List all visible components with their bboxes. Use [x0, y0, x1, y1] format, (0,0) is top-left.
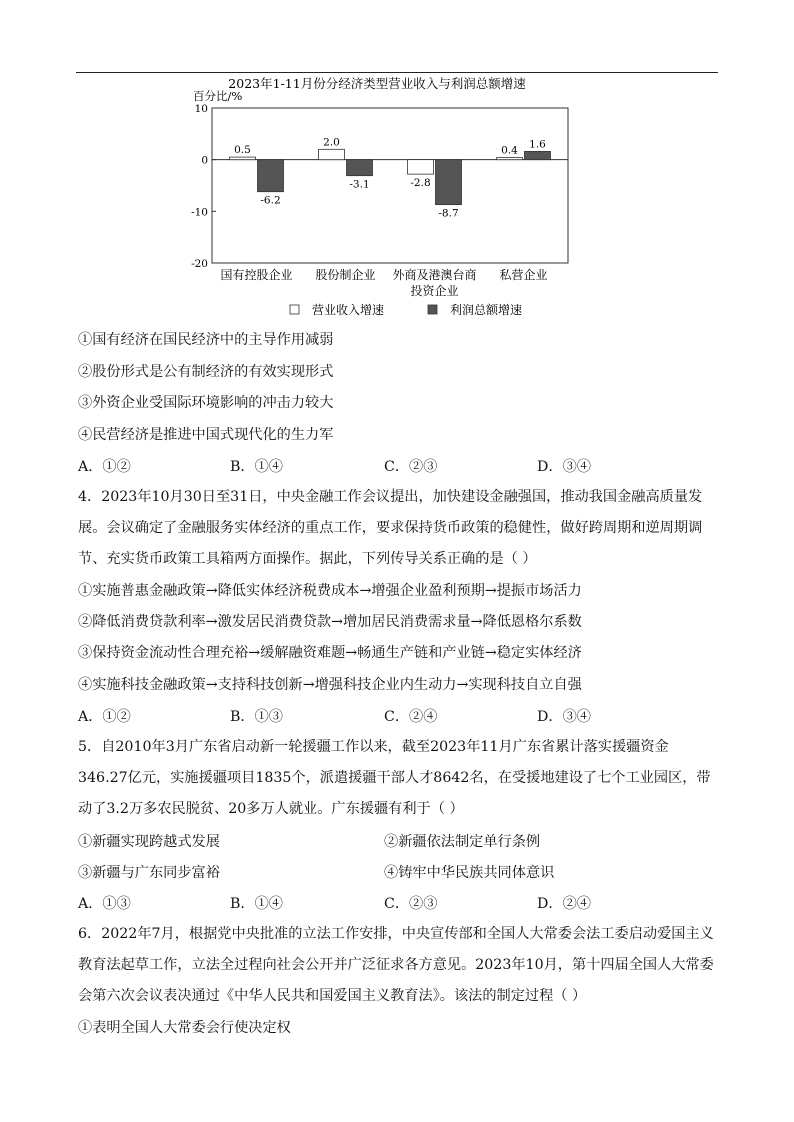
q4-choices: [78, 706, 718, 726]
q4-option-1: ①实施普惠金融政策→降低实体经济税费成本→增强企业盈利预期→提振市场活力: [78, 583, 582, 599]
data-label: 0.4: [501, 144, 518, 157]
legend-label: 利润总额增速: [450, 303, 523, 317]
q3-option-3: ③外资企业受国际环境影响的冲击力较大: [78, 395, 334, 411]
category-label: 投资企业: [410, 284, 459, 298]
q3-option-4: ④民营经济是推进中国式现代化的生力军: [78, 427, 334, 443]
q5-choice-b[interactable]: B．①④: [230, 896, 283, 912]
category-label: 私营企业: [499, 268, 548, 282]
q3-choice-d[interactable]: D．③④: [537, 459, 591, 475]
q5-stem: 5．自2010年3月广东省启动新一轮援疆工作以来，截至2023年11月广东省累计落实援疆资金346.27亿元，实施援疆项目1835个，派遣援疆干部人才8642名，在受援地建设了七个工业园区，带动了3.2万多农民脱贫、20多万人就业。广东援疆有利于（ ）: [78, 739, 711, 817]
q5-option-2: ②新疆依法制定单行条例: [384, 834, 541, 850]
chart-title: 2023年1-11月份分经济类型营业收入与利润总额增速: [228, 76, 526, 91]
legend-label: 营业收入增速: [312, 303, 385, 317]
y-tick-label: 10: [194, 103, 208, 115]
q3-option-2: ②股份形式是公有制经济的有效实现形式: [78, 364, 334, 380]
q5-options-row-1: [78, 831, 718, 851]
q4-choice-c[interactable]: C．②④: [384, 709, 438, 725]
bar-revenue: [230, 157, 256, 160]
q4-choice-d[interactable]: D．③④: [537, 709, 591, 725]
q3-choice-c[interactable]: C．②③: [384, 459, 438, 475]
bar-profit: [347, 160, 373, 176]
q6-option-1: ①表明全国人大常委会行使决定权: [78, 1020, 291, 1036]
bar-revenue: [319, 149, 345, 159]
data-label: -2.8: [410, 177, 431, 190]
y-tick-label: -10: [191, 206, 208, 219]
bar-revenue: [497, 158, 523, 160]
q5-option-1: ①新疆实现跨越式发展: [78, 834, 220, 850]
data-label: -6.2: [260, 194, 281, 207]
q5-choices: [78, 893, 718, 913]
q4-choice-b[interactable]: B．①③: [230, 709, 283, 725]
legend-swatch: [290, 305, 299, 314]
data-label: 0.5: [234, 144, 251, 157]
q4-option-2: ②降低消费贷款利率→激发居民消费贷款→增加居民消费需求量→降低恩格尔系数: [78, 614, 582, 630]
y-axis-label: 百分比/%: [193, 89, 243, 103]
q4-stem: 4．2023年10月30日至31日，中央金融工作会议提出，加快建设金融强国，推动我国金融高质量发展。会议确定了金融服务实体经济的重点工作，要求保持货币政策的稳健性，做好跨周期和逆周期调节、充实货币政策工具箱两方面操作。据此，下列传导关系正确的是（ ）: [78, 489, 703, 567]
q5-option-3: ③新疆与广东同步富裕: [78, 865, 220, 881]
category-label: 股份制企业: [315, 268, 376, 282]
q3-choice-b[interactable]: B．①④: [230, 459, 283, 475]
data-label: 2.0: [323, 136, 340, 149]
q5-option-4: ④铸牢中华民族共同体意识: [384, 865, 555, 881]
q5-choice-a[interactable]: A．①③: [78, 896, 131, 912]
category-label: 国有控股企业: [220, 268, 293, 282]
data-label: -8.7: [438, 207, 459, 220]
growth-bar-chart: [160, 74, 580, 324]
y-tick-label: -20: [191, 258, 208, 270]
q4-option-4: ④实施科技金融政策→支持科技创新→增强科技企业内生动力→实现科技自立自强: [78, 677, 582, 693]
top-rule: [76, 72, 718, 73]
q5-choice-d[interactable]: D．②④: [537, 896, 591, 912]
bar-profit: [436, 160, 462, 205]
q3-option-1: ①国有经济在国民经济中的主导作用减弱: [78, 332, 334, 348]
q3-choices: [78, 456, 718, 476]
data-label: 1.6: [529, 138, 546, 151]
q6-stem: 6．2022年7月，根据党中央批准的立法工作安排，中央宣传部和全国人大常委会法工委启动爱国主义教育法起草工作，立法全过程向社会公开并广泛征求各方意见。2023年10月，第十四届全国人大常委会第六次会议表决通过《中华人民共和国爱国主义教育法》。该法的制定过程（ ）: [78, 926, 714, 1004]
q4-option-3: ③保持资金流动性合理充裕→缓解融资难题→畅通生产链和产业链→稳定实体经济: [78, 645, 582, 661]
y-tick-label: 0: [201, 154, 208, 167]
bar-profit: [525, 151, 551, 159]
q5-options-row-2: [78, 862, 718, 882]
category-label: 外商及港澳台商: [392, 268, 477, 282]
bar-revenue: [408, 160, 434, 174]
q5-choice-c[interactable]: C．②③: [384, 896, 438, 912]
q3-choice-a[interactable]: A．①②: [78, 459, 131, 475]
data-label: -3.1: [349, 178, 370, 191]
bar-profit: [258, 160, 284, 192]
q4-choice-a[interactable]: A．①②: [78, 709, 131, 725]
legend-swatch: [428, 305, 437, 314]
